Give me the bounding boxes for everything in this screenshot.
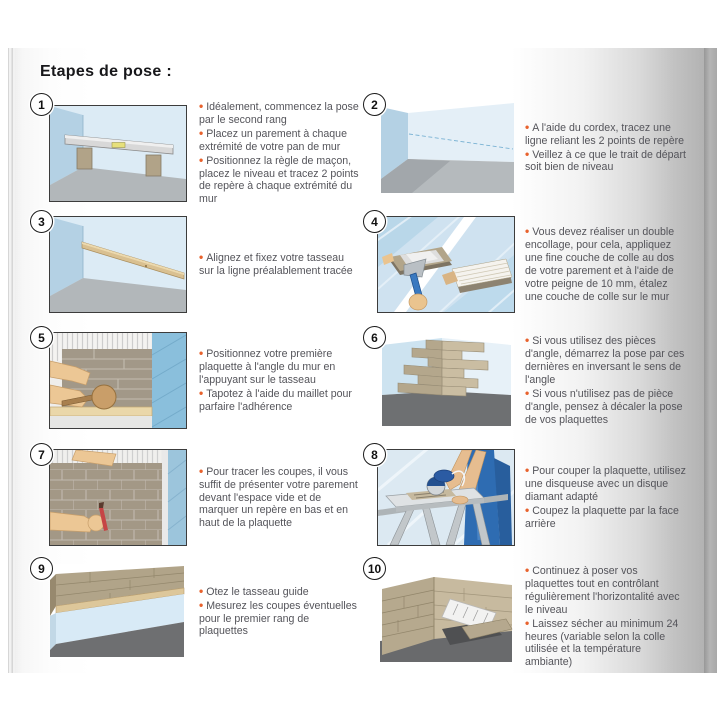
step-5-text	[199, 347, 359, 414]
step-2-illustration	[378, 100, 514, 195]
step-4	[363, 210, 708, 312]
step-2	[363, 93, 708, 195]
bullet-item: • Continuez à poser vos plaquettes tout en contrôlant régulièrement l'horizontalité avec le niveau	[525, 564, 688, 617]
bullet-item: • A l'aide du cordex, tracez une ligne reliant les 2 points de repère	[525, 121, 688, 148]
step-8-illustration	[378, 450, 514, 545]
bullet-item: • Idéalement, commencez la pose par le second rang	[199, 100, 359, 127]
step-7-number: 7	[38, 447, 45, 462]
step-10-illustration	[378, 569, 514, 664]
step-7	[30, 443, 363, 545]
step-9	[30, 557, 363, 659]
bullet-item: • Mesurez les coupes éventuelles pour le premier rang de plaquettes	[199, 599, 359, 639]
bullet-item: • Si vous utilisez des pièces d'angle, démarrez la pose par ces dernières en inversant le sens de l'angle	[525, 334, 688, 387]
step-8-number: 8	[371, 447, 378, 462]
page-title: Etapes de pose :	[40, 63, 172, 80]
step-2-number: 2	[371, 97, 378, 112]
step-6	[363, 326, 708, 428]
bullet-item: • Laissez sécher au minimum 24 heures (variable selon la colle utilisée et la température ambiante)	[525, 617, 688, 670]
step-2-text	[525, 121, 688, 175]
step-1-text	[199, 100, 359, 206]
step-4-illustration	[378, 217, 514, 312]
step-8-badge	[363, 443, 386, 466]
step-4-text	[525, 225, 688, 303]
step-1-number: 1	[38, 97, 45, 112]
step-6-number: 6	[371, 330, 378, 345]
step-5-badge	[30, 326, 53, 349]
bullet-item: • Veillez à ce que le trait de départ soit bien de niveau	[525, 148, 688, 175]
step-1-illustration	[50, 106, 186, 201]
bullet-item: • Positionnez votre première plaquette à l'angle du mur en l'appuyant sur le tasseau	[199, 347, 359, 387]
step-1	[30, 93, 363, 206]
bullet-item: • Otez le tasseau guide	[199, 585, 359, 599]
step-9-illustration	[50, 564, 186, 659]
step-4-number: 4	[371, 214, 378, 229]
step-10-badge	[363, 557, 386, 580]
bullet-item: • Vous devez réaliser un double encollage, pour cela, appliquez une fine couche de colle au dos de votre parement et à l'aide de votre peigne de 10 mm, étalez une couche de colle sur le mur	[525, 225, 688, 303]
step-3-text	[199, 251, 359, 278]
step-6-badge	[363, 326, 386, 349]
page-spine-edge	[8, 48, 15, 673]
step-8-text	[525, 464, 688, 531]
bullet-item: • Pour tracer les coupes, il vous suffit de présenter votre parement devant l'espace vide et de marquer un repère en bas et en haut de la plaquette	[199, 465, 359, 531]
bullet-item: • Si vous n'utilisez pas de pièce d'angle, pensez à décaler la pose de vos plaquettes	[525, 387, 688, 427]
bullet-item: • Placez un parement à chaque extrémité de votre pan de mur	[199, 127, 359, 154]
step-5	[30, 326, 363, 428]
step-3-badge	[30, 210, 53, 233]
step-3	[30, 210, 363, 312]
step-9-text	[199, 585, 359, 639]
bullet-item: • Coupez la plaquette par la face arrière	[525, 504, 688, 531]
step-7-badge	[30, 443, 53, 466]
step-10-number: 10	[367, 561, 382, 576]
step-5-number: 5	[38, 330, 45, 345]
step-4-badge	[363, 210, 386, 233]
bullet-item: • Pour couper la plaquette, utilisez une disqueuse avec un disque diamant adapté	[525, 464, 688, 504]
bullet-item: • Alignez et fixez votre tasseau sur la ligne préalablement tracée	[199, 251, 359, 278]
step-3-number: 3	[38, 214, 45, 229]
step-6-text	[525, 334, 688, 426]
step-7-illustration	[50, 450, 186, 545]
step-5-illustration	[50, 333, 186, 428]
step-9-badge	[30, 557, 53, 580]
step-8	[363, 443, 708, 545]
step-7-text	[199, 465, 359, 531]
step-2-badge	[363, 93, 386, 116]
bullet-item: • Tapotez à l'aide du maillet pour parfaire l'adhérence	[199, 387, 359, 414]
step-10	[363, 557, 708, 669]
step-1-badge	[30, 93, 53, 116]
step-3-illustration	[50, 217, 186, 312]
step-6-illustration	[378, 333, 514, 428]
bullet-item: • Positionnez la règle de maçon, placez le niveau et tracez 2 points de repère à chaque extrémité du mur	[199, 154, 359, 207]
step-9-number: 9	[38, 561, 45, 576]
step-10-text	[525, 564, 688, 669]
